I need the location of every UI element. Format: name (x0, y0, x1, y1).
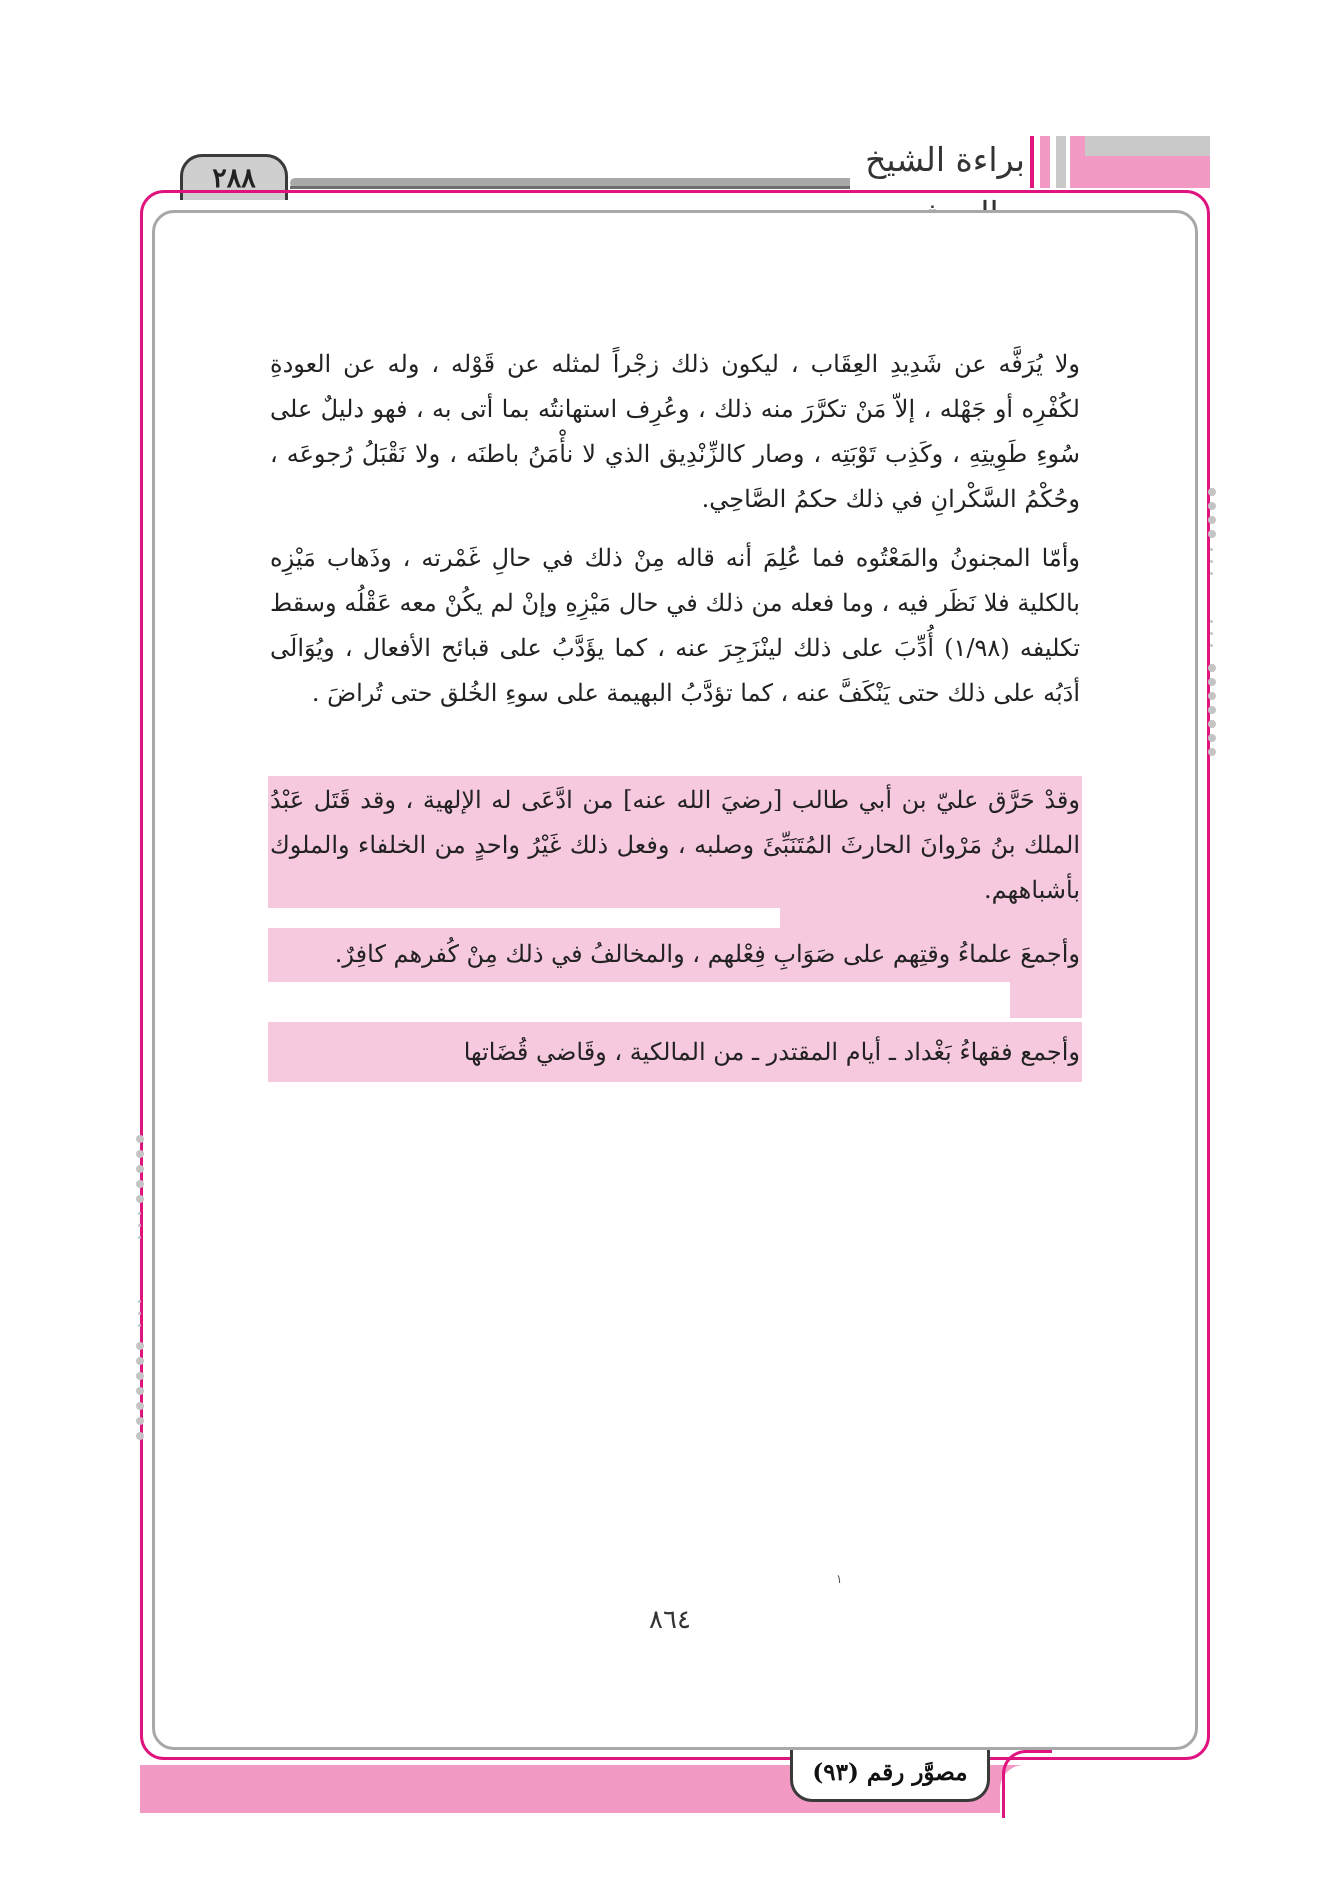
stray-mark: ١ (836, 1572, 843, 1586)
header-stripe (1056, 136, 1066, 188)
dot (136, 1432, 144, 1440)
highlight-band (1010, 982, 1082, 1018)
dot (136, 1357, 144, 1365)
dot (136, 1372, 144, 1380)
dot (136, 1180, 144, 1188)
dot (138, 1212, 141, 1215)
dot (138, 1312, 141, 1315)
dot (136, 1150, 144, 1158)
paragraph-1: ولا يُرَفَّه عن شَدِيدِ العِقَاب ، ليكون ذلك زجْراً لمثله عن قَوْله ، وله عن العودةِ لكُفْرِه أو جَهْله ، إلاّ مَنْ تكرَّرَ منه ذلك ، وعُرِف استهانتُه بما أتى به ، فهو دليلٌ على سُوءِ طَوِيتِهِ ، وكَذِب تَوْبَتِه ، وصار كالزِّنْدِيق الذي لا نأْمَنُ باطنَه ، ولا نَقْبَلُ رُجوعَه ، وحُكْمُ السَّكْرانِ في ذلك حكمُ الصَّاحِي. (270, 350, 1080, 513)
dot (1208, 530, 1216, 538)
dot (138, 1236, 141, 1239)
dot (1208, 692, 1216, 700)
dot (1208, 748, 1216, 756)
dot (1208, 706, 1216, 714)
footer-corner-curve (1002, 1750, 1052, 1818)
dot (1208, 678, 1216, 686)
dot (1208, 516, 1216, 524)
header-rule-dark (290, 186, 850, 189)
paragraph-3-highlighted: وقدْ حَرَّق عليّ بن أبي طالب [رضيَ الله عنه] من ادَّعَى له الإلهية ، وقد قَتَل عَبْدُ الملك بنُ مَرْوانَ الحارثَ المُتَنَبِّئَ وصلبه ، وفعل ذلك غَيْرُ واحدٍ من الخلفاء والملوك بأشباههم. (270, 786, 1081, 904)
dot (1208, 664, 1216, 672)
dot (1210, 632, 1213, 635)
figure-caption: مصوَّر رقم (٩٣) (790, 1750, 990, 1802)
paragraph-2: وأمّا المجنونُ والمَعْتُوه فما عُلِمَ أنه قاله مِنْ ذلك في حالِ غَمْرته ، وذَهاب مَيْزِه بالكلية فلا نَظَر فيه ، وما فعله من ذلك في حال مَيْزِهِ وإنْ لم يكُنْ معه عَقْلُه وسقط تكليفه (١/٩٨) أُدِّبَ على ذلك لينْزَجِرَ عنه ، كما يؤَدَّبُ على قبائح الأفعال ، ويُوَالَى أدَبُه على ذلك حتى يَنْكَفَّ عنه ، كما تؤدَّبُ البهيمة على سوءِ الخُلق حتى تُراضَ . (270, 544, 1080, 707)
dot (1210, 620, 1213, 623)
dot (1210, 548, 1213, 551)
paragraph-5-highlighted: وأجمع فقهاءُ بَغْداد ـ أيام المقتدر ـ من المالكية ، وقَاضي قُضَاتها (463, 1038, 1080, 1066)
header-gray-band (1085, 136, 1210, 156)
dot (1210, 644, 1213, 647)
header-stripe (1040, 136, 1050, 188)
dot (1208, 488, 1216, 496)
dot (1208, 720, 1216, 728)
dot (138, 1324, 141, 1327)
dot (136, 1402, 144, 1410)
dot (136, 1417, 144, 1425)
dot (1210, 560, 1213, 563)
dot (1208, 734, 1216, 742)
dot (136, 1342, 144, 1350)
dot (136, 1135, 144, 1143)
dot (138, 1300, 141, 1303)
dot (1210, 572, 1213, 575)
dot (136, 1165, 144, 1173)
dot (136, 1195, 144, 1203)
page-number-tab: ٢٨٨ (180, 154, 288, 200)
paragraph-4-highlighted: وأجمعَ علماءُ وقتِهم على صَوَابِ فِعْلهم ، والمخالفُ في ذلك مِنْ كُفرهم كافِرٌ. (334, 940, 1080, 968)
scan-page-number: ٨٦٤ (649, 1605, 691, 1635)
dot (136, 1387, 144, 1395)
dot (138, 1224, 141, 1227)
dot (1208, 502, 1216, 510)
book-title: براءة الشيخ (865, 140, 1025, 179)
